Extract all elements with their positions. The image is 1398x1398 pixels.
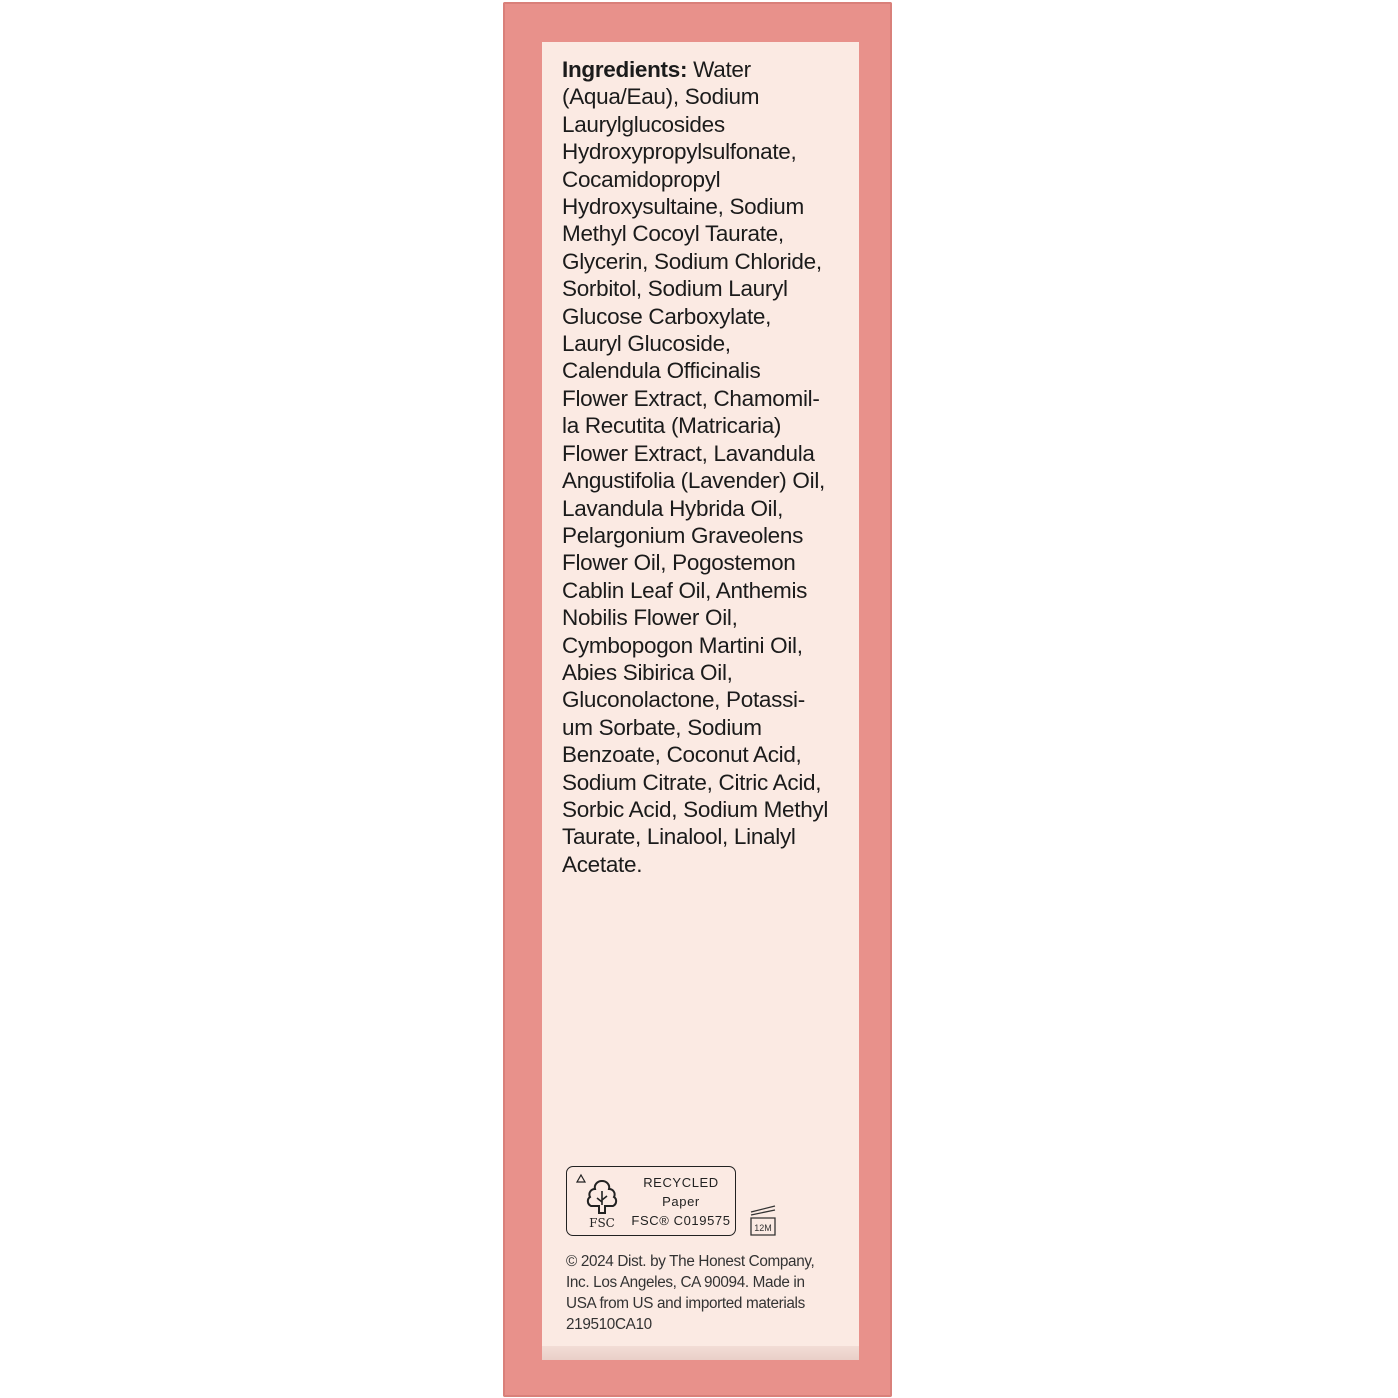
ingredients-line: Laurylglucosides [562,111,725,137]
ingredients-line: la Recutita (Matricaria) [562,413,782,439]
fsc-tree-icon [573,1171,631,1231]
ingredients-line: Methyl Cocoyl Taurate, [562,221,784,247]
ingredients-line: Lauryl Glucoside, [562,331,731,357]
ingredients-line: Flower Oil, Pogostemon [562,550,796,576]
svg-text:12M: 12M [754,1223,772,1233]
period-after-opening-icon [745,1202,781,1238]
ingredients-first-line [562,56,852,83]
ingredients-line: Cablin Leaf Oil, Anthemis [562,577,808,603]
copyright-info [566,1251,856,1335]
copyright-line: © 2024 Dist. by The Honest Company, [566,1253,815,1270]
ingredients-line: Taurate, Linalool, Linalyl [562,824,796,850]
ingredients-line: Sorbic Acid, Sodium Methyl [562,796,829,822]
ingredients-line: Pelargonium Graveolens [562,522,804,548]
ingredients-line: Lavandula Hybrida Oil, [562,495,784,521]
ingredients-line: Glycerin, Sodium Chloride, [562,248,822,274]
ingredients-line: Hydroxypropylsulfonate, [562,139,797,165]
ingredients-panel [542,42,859,1360]
copyright-line: Inc. Los Angeles, CA 90094. Made in [566,1274,805,1291]
fsc-recycled-badge [566,1166,736,1236]
ingredients-line: Calendula Officinalis [562,358,761,384]
copyright-line: USA from US and imported materials [566,1295,805,1312]
fsc-badge-text [631,1173,731,1230]
ingredients-line: Sorbitol, Sodium Lauryl [562,276,788,302]
ingredients-line: um Sorbate, Sodium [562,714,762,740]
product-box-side [503,2,892,1397]
product-code: 219510CA10 [566,1316,652,1333]
ingredients-line: Acetate. [562,851,643,877]
ingredients-list [562,56,852,878]
ingredients-line: Benzoate, Coconut Acid, [562,742,802,768]
ingredients-line: Abies Sibirica Oil, [562,659,733,685]
ingredients-line: Glucose Carboxylate, [562,303,772,329]
ingredients-line: Hydroxysultaine, Sodium [562,194,804,220]
ingredients-line: Cocamidopropyl [562,166,721,192]
fsc-recycled-label: RECYCLED [643,1175,719,1190]
ingredients-line: Sodium Citrate, Citric Acid, [562,769,822,795]
ingredients-line: Flower Extract, Chamomil- [562,385,820,411]
ingredients-line: Water [687,57,751,82]
ingredients-label: Ingredients: [562,57,688,82]
ingredients-line: Angustifolia (Lavender) Oil, [562,468,825,494]
ingredients-line: (Aqua/Eau), Sodium [562,84,760,110]
ingredients-line: Gluconolactone, Potassi- [562,687,805,713]
fsc-paper-label: Paper [662,1194,700,1209]
panel-bottom-edge [542,1346,859,1360]
fsc-license-code: FSC® C019575 [631,1213,731,1228]
ingredients-line: Flower Extract, Lavandula [562,440,815,466]
ingredients-line: Cymbopogon Martini Oil, [562,632,803,658]
ingredients-line: Nobilis Flower Oil, [562,605,738,631]
svg-text:FSC: FSC [589,1216,615,1230]
